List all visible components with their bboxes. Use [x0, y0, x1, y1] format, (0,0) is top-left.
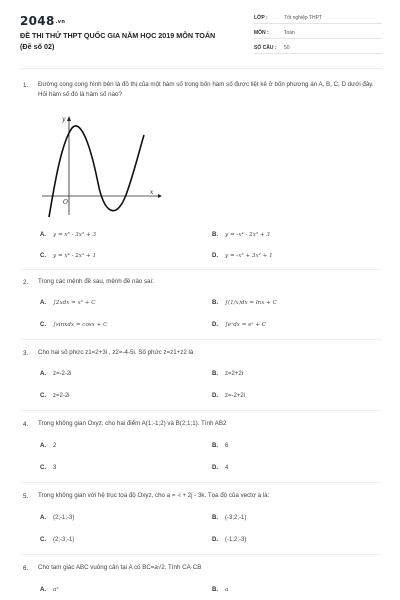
option-b[interactable]: B. y = -x⁴ - 2x² + 3 — [212, 232, 270, 238]
option-b[interactable]: B. ∫(1/x)dx = lnx + C — [212, 300, 277, 306]
question-number: 4. — [23, 421, 29, 428]
meta-key: MÔN : — [254, 30, 269, 36]
question-text: Trong không gian với hệ trục tọa độ Oxyz, cho a = -i + 2j - 3k. Tọa độ của vectơ a là: — [38, 492, 270, 499]
question-number: 3. — [23, 350, 29, 357]
function-graph — [40, 113, 162, 217]
meta-subject — [254, 27, 382, 39]
question-separator — [20, 339, 382, 340]
option-d[interactable]: D. (-1;2;-3) — [212, 537, 247, 543]
y-axis-label: y — [62, 116, 66, 123]
x-axis-label: x — [150, 189, 154, 196]
option-c[interactable]: C. y = x⁴ - 2x² + 1 — [40, 253, 97, 259]
meta-value: Tốt nghiệp THPT — [284, 15, 322, 21]
option-c[interactable]: C. 3 — [40, 465, 57, 471]
option-a[interactable]: A. a² — [40, 587, 59, 593]
logo[interactable] — [20, 14, 65, 28]
option-a[interactable]: A. 2 — [40, 443, 57, 449]
logo-sub: .vn — [55, 18, 66, 25]
question-number: 1. — [23, 82, 29, 89]
question-text: Trong không gian Oxyz, cho hai điểm A(1;-1;2) và B(2;1;1). Tính AB2 — [38, 420, 227, 427]
y-axis-arrow — [67, 116, 71, 121]
option-a[interactable]: A. (2;-1;-3) — [40, 515, 75, 521]
meta-value: 50 — [284, 45, 290, 51]
question-separator — [20, 554, 382, 555]
meta-key: LỚP : — [254, 15, 268, 21]
question-number: 2. — [23, 279, 29, 286]
exam-subtitle: (Đề số 02) — [20, 42, 55, 51]
option-b[interactable]: B. a — [212, 587, 229, 593]
option-a[interactable]: A. z=-2-2i — [40, 371, 72, 377]
option-a[interactable]: A. y = x³ - 3x² + 3 — [40, 232, 97, 238]
exam-title: ĐỀ THI THỬ THPT QUỐC GIA NĂM HỌC 2019 MÔN TOÁN — [20, 31, 216, 40]
question-separator — [20, 482, 382, 483]
question-text: Cho tam giác ABC vuông cân tại A có BC=a√2. Tính CA·CB — [38, 564, 202, 571]
header — [0, 0, 400, 70]
x-axis-arrow — [158, 194, 162, 198]
header-divider — [20, 68, 382, 69]
option-b[interactable]: B. z=2+2i — [212, 371, 244, 377]
option-b[interactable]: B. 6 — [212, 443, 229, 449]
question-text: Cho hai số phức z1=2+3i , z2=-4-5i. Số phức z=z1+z2 là — [38, 349, 194, 356]
meta-value: Toán — [284, 30, 295, 36]
option-d[interactable]: D. 4 — [212, 465, 229, 471]
question-text: Đường cong cong hình bên là đồ thị của một hàm số trong bốn hàm số được liệt kê ở bốn phương án A, B, C, D dưới đây. Hỏi hàm số đó là hàm số nào? — [38, 81, 374, 98]
option-a[interactable]: A. ∫2xdx = x² + C — [40, 300, 96, 306]
option-c[interactable]: C. (2;-3;-1) — [40, 537, 75, 543]
option-d[interactable]: D. y = -x³ + 3x² + 1 — [212, 253, 273, 259]
question-number: 6. — [23, 565, 29, 572]
option-d[interactable]: D. ∫eˣdx = eˣ + C — [212, 322, 267, 328]
option-d[interactable]: D. z=-2+2i — [212, 393, 246, 399]
meta-key: SỐ CÂU : — [254, 45, 277, 51]
option-b[interactable]: B. (-3;2;-1) — [212, 515, 247, 521]
logo-main: 2048 — [20, 14, 55, 28]
question-separator — [20, 269, 382, 270]
question-separator — [20, 410, 382, 411]
meta-count — [254, 42, 382, 54]
question-text: Trong các mệnh đề sau, mệnh đề nào sai: — [38, 278, 154, 285]
origin-label: O — [63, 199, 68, 206]
option-c[interactable]: C. z=2-2i — [40, 393, 70, 399]
question-number: 5. — [23, 493, 29, 500]
meta-class — [254, 12, 382, 24]
option-c[interactable]: C. ∫sinxdx = cosx + C — [40, 322, 108, 328]
